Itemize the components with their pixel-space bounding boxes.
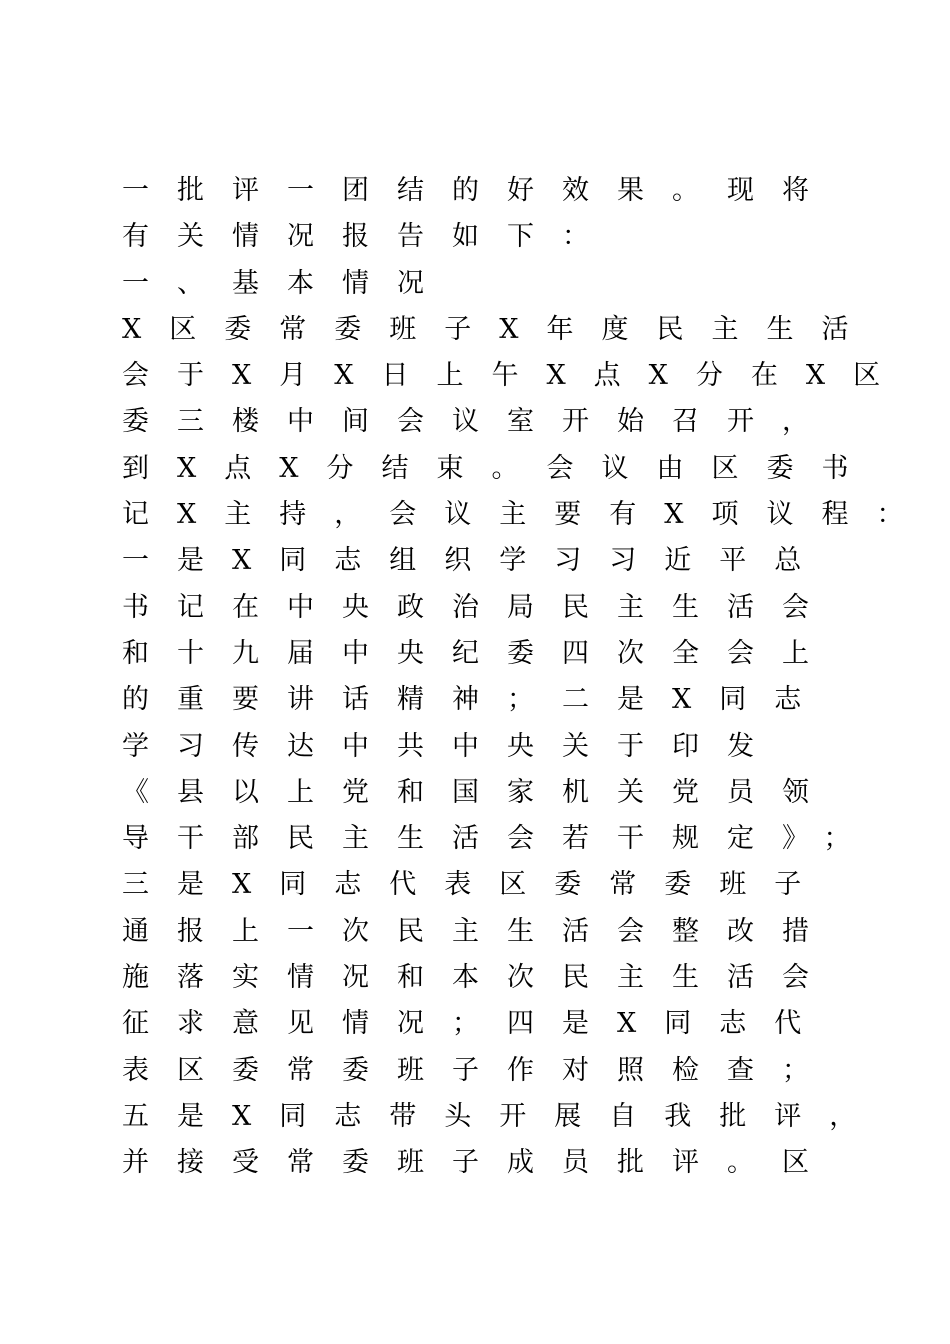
section-heading: 一、基本情况	[122, 267, 452, 299]
text-line: 会于X月X日上午X点X分在X区	[122, 360, 909, 392]
text-line: X区委常委班子X年度民主生活	[122, 313, 877, 345]
text-line: 的重要讲话精神；二是X同志	[122, 684, 830, 716]
text-line: 并接受常委班子成员批评。区	[122, 1147, 837, 1179]
text-line: 一是X同志组织学习习近平总	[122, 545, 830, 577]
text-line: 征求意见情况；四是X同志代	[122, 1008, 830, 1040]
text-line: 表区委常委班子作对照检查；	[122, 1054, 837, 1086]
text-line: 施落实情况和本次民主生活会	[122, 962, 837, 994]
text-line: 有关情况报告如下：	[122, 221, 617, 253]
text-line: 委三楼中间会议室开始召开，	[122, 406, 837, 438]
text-line: 三是X同志代表区委常委班子	[122, 869, 830, 901]
text-line: 和十九届中央纪委四次全会上	[122, 637, 837, 669]
text-line: 通报上一次民主生活会整改措	[122, 915, 837, 947]
text-line: 记X主持，会议主要有X项议程：	[122, 499, 932, 531]
text-line: 《县以上党和国家机关党员领	[122, 776, 837, 808]
body-text	[122, 168, 932, 1187]
text-line: 书记在中央政治局民主生活会	[122, 591, 837, 623]
text-line: 导干部民主生活会若干规定》；	[122, 823, 879, 855]
text-line: 一批评一团结的好效果。现将	[122, 175, 837, 206]
text-line: 学习传达中共中央关于印发	[122, 730, 782, 762]
text-line: 五是X同志带头开展自我批评，	[122, 1100, 885, 1132]
text-line: 到X点X分结束。会议由区委书	[122, 452, 877, 484]
